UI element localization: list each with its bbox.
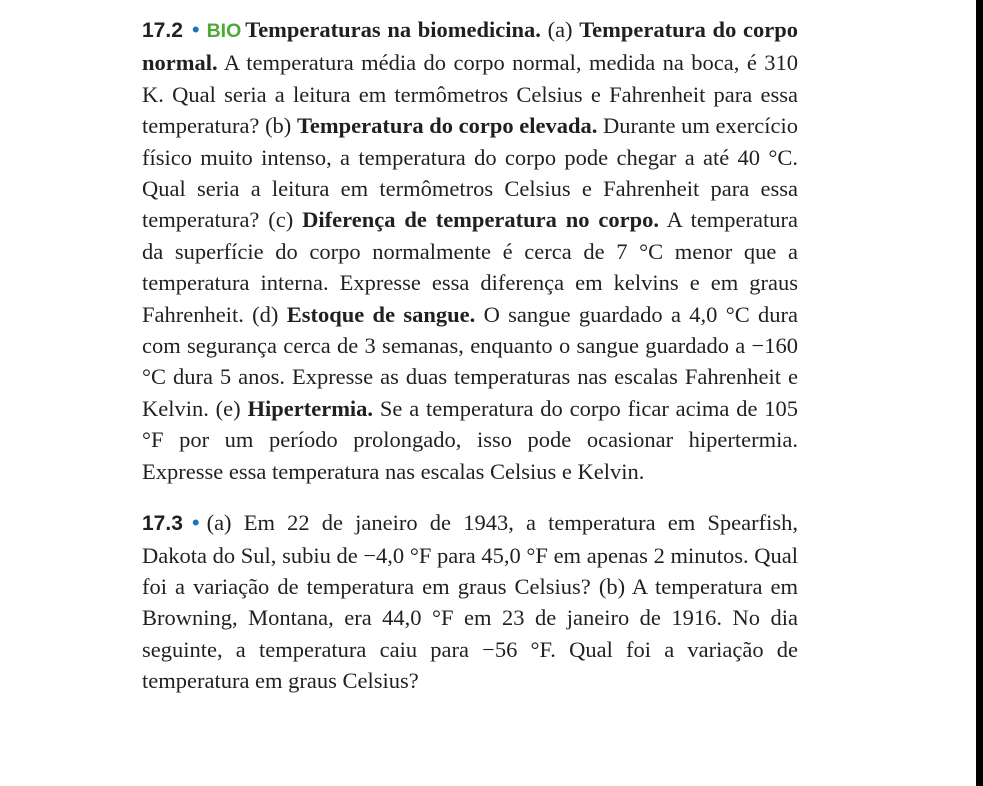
problem-text (142, 507, 798, 696)
part-c-title: Diferença de temperatura no corpo. (302, 207, 660, 233)
bullet-icon: • (191, 17, 200, 42)
part-e-title: Hipertermia. (247, 395, 374, 421)
problem-17-3 (142, 507, 798, 696)
text-segment: Durante um exercício físico muito intenso, a temperatura do corpo pode chegar a até 40 °C. Qual seria a leitura em termômetros Celsius e Fahrenheit para essa temperatura? (c) (142, 113, 798, 233)
problem-number: 17.2 (142, 19, 183, 42)
textbook-page (142, 14, 798, 697)
problem-17-2 (142, 14, 798, 487)
text-segment: (a) (540, 17, 580, 42)
bullet-icon: • (191, 510, 200, 536)
text-segment: Se a temperatura do corpo ficar acima de 105 °F por um período prolongado, isso pode ocasionar hipertermia. Expresse essa temperatura nas escalas Celsius e Kelvin. (142, 395, 798, 484)
part-b-title: Temperatura do corpo elevada. (296, 113, 598, 139)
text-segment: A temperatura da superfície do corpo normalmente é cerca de 7 °C menor que a temperatura interna. Expresse essa diferença em kelvins e em graus Fahrenheit. (d) (142, 207, 799, 327)
text-segment: A temperatura média do corpo normal, medida na boca, é 310 K. Qual seria a leitura em termômetros Celsius e Fahrenheit para essa temperatura? (b) (142, 50, 798, 139)
text-segment: (a) Em 22 de janeiro de 1943, a temperatura em Spearfish, Dakota do Sul, subiu de −4,0 °F para 45,0 °F em apenas 2 minutos. Qual foi a variação de temperatura em graus Celsius? (b) A temperatura em Browning, Montana, era 44,0 °F em 23 de janeiro de 1916. No dia seguinte, a temperatura caiu para −56 °F. Qual foi a variação de temperatura em graus Celsius? (142, 510, 798, 694)
problem-title: Temperaturas na biomedicina. (245, 17, 541, 42)
problem-text (142, 14, 798, 487)
text-segment: O sangue guardado a 4,0 °C dura com segurança cerca de 3 semanas, enquanto o sangue guardado a −160 °C dura 5 anos. Expresse as duas temperaturas nas escalas Fahrenheit e Kelvin. (e) (142, 301, 798, 421)
bio-tag: BIO (206, 20, 242, 42)
part-a-title: Temperatura do corpo normal. (142, 17, 798, 76)
problem-number: 17.3 (142, 512, 183, 536)
part-d-title: Estoque de sangue. (286, 301, 476, 327)
page-edge-bar (976, 0, 983, 786)
